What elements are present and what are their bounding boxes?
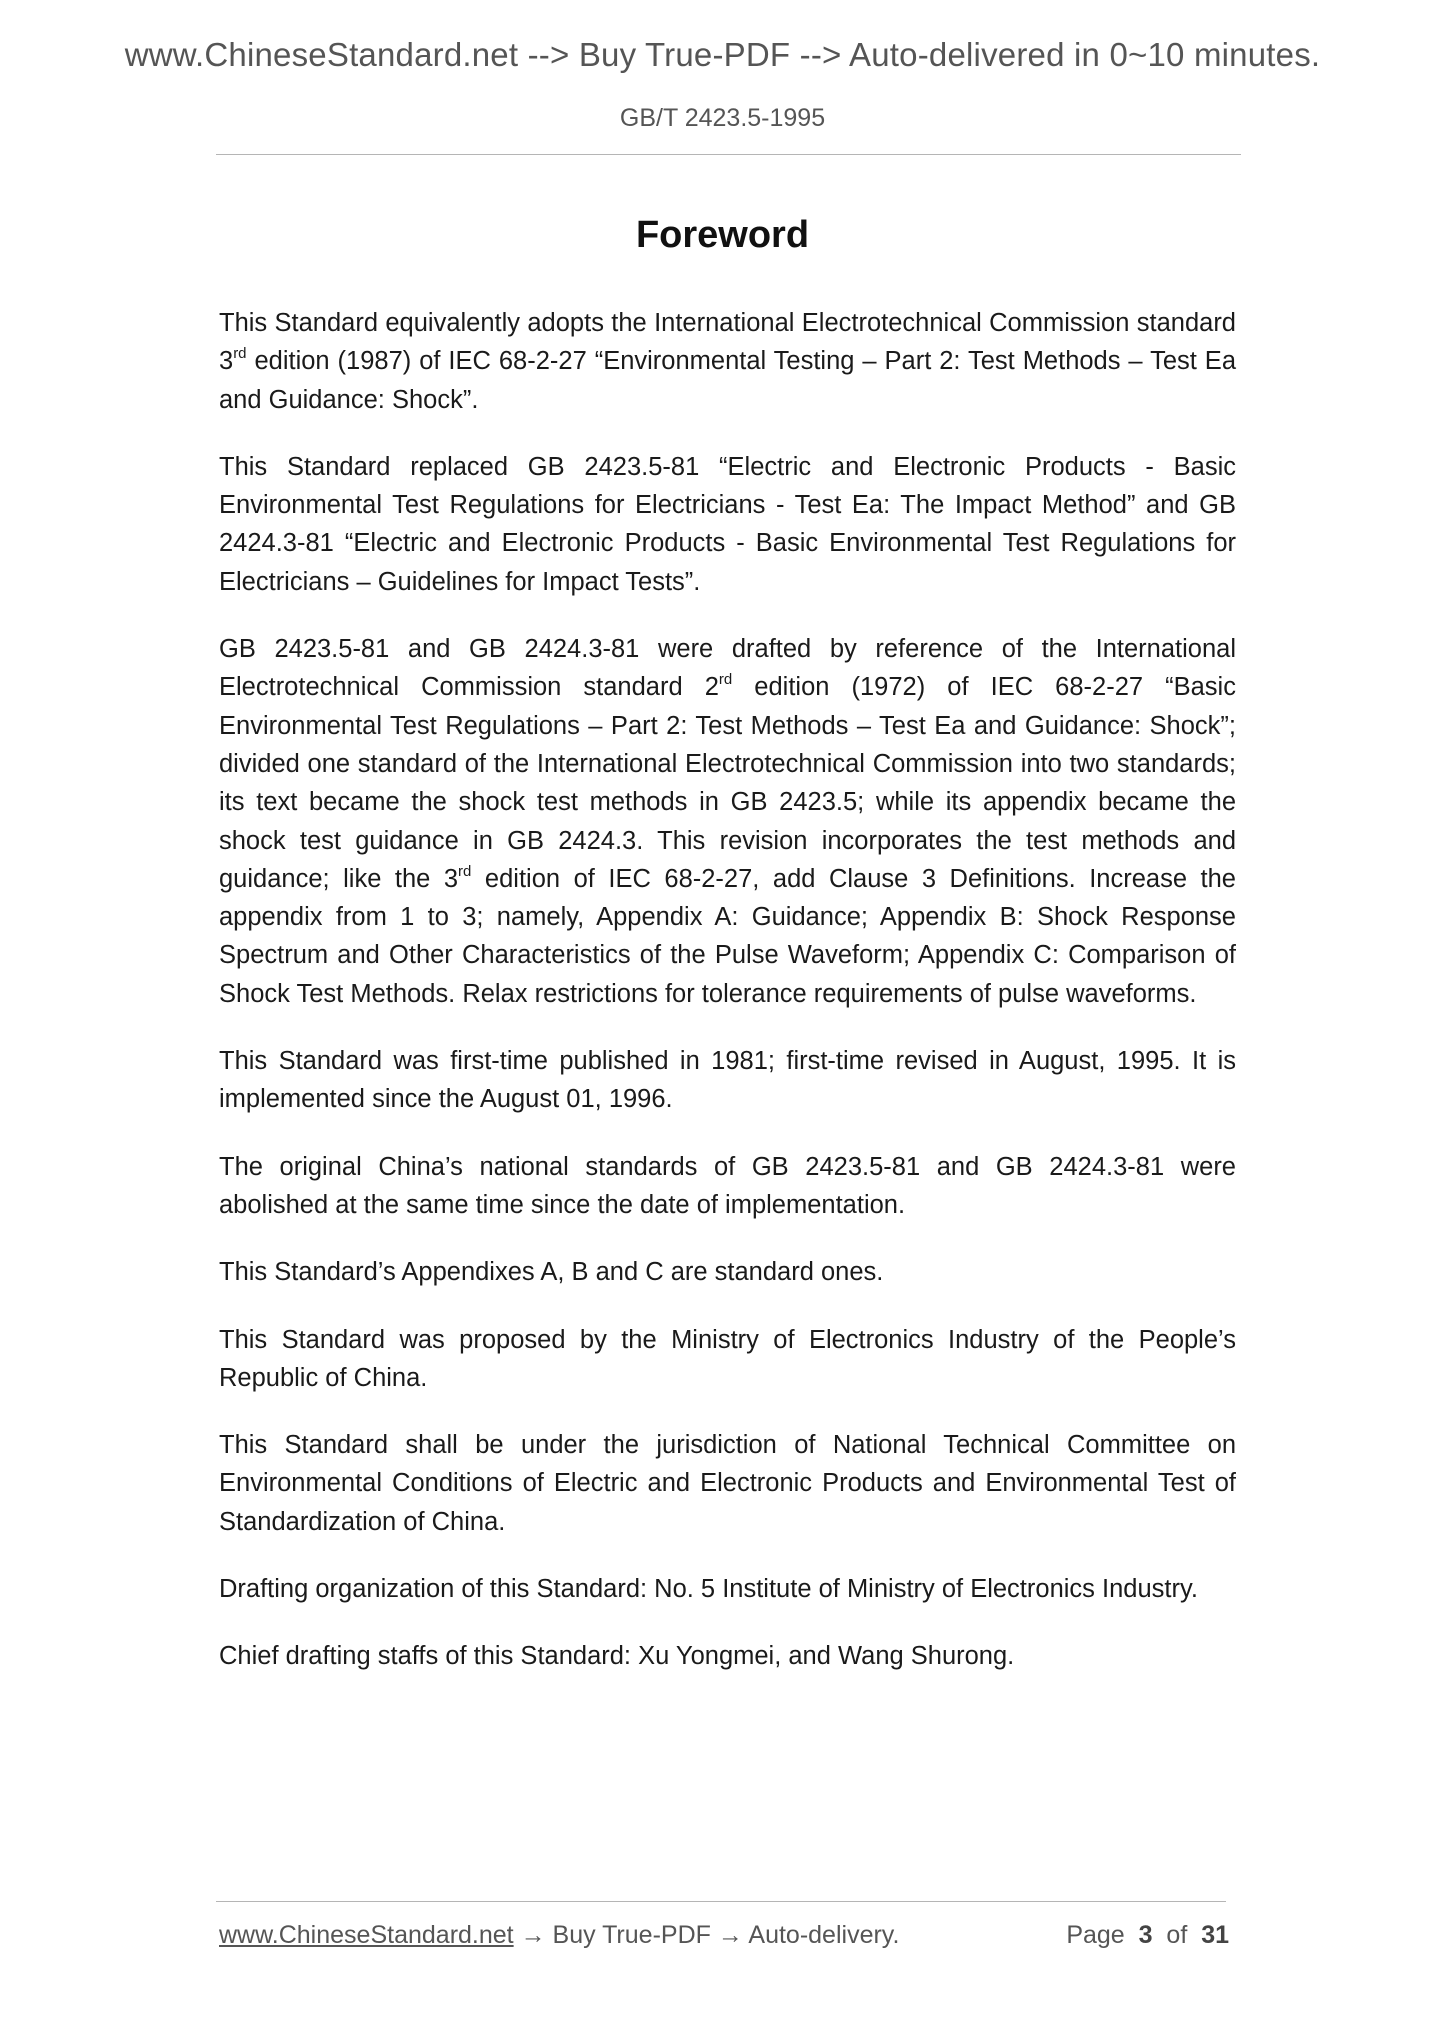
total-pages: 31 (1201, 1921, 1229, 1949)
page-title: Foreword (635, 214, 810, 256)
paragraph-proposed-by: This Standard was proposed by the Ministry of Electronics Industry of the People’s Republic of China. (219, 1325, 1236, 1392)
foreword-body (219, 304, 1236, 1705)
paragraph-adoption: This Standard equivalently adopts the International Electrotechnical Commission standard 3rd edition (1987) of IEC 68-2-27 “Environmental Testing – Part 2: Test Methods – Test Ea and Guidance: Shock”. (219, 309, 1236, 414)
paragraph-abolished: The original China’s national standards of GB 2423.5-81 and GB 2424.3-81 were abolished at the same time since the date of implementation. (219, 1152, 1236, 1219)
paragraph-appendixes: This Standard’s Appendixes A, B and C are standard ones. (219, 1258, 884, 1287)
superscript-ordinal: rd (718, 671, 733, 689)
top-banner: www.ChineseStandard.net --> Buy True-PDF --> Auto-delivered in 0~10 minutes. (124, 36, 1321, 73)
paragraph-jurisdiction: This Standard shall be under the jurisdiction of National Technical Committee on Environmental Conditions of Electric and Electronic Products and Environmental Test of Standardization of China. (219, 1431, 1236, 1536)
header-divider (216, 154, 1241, 155)
standard-code: GB/T 2423.5-1995 (619, 104, 826, 132)
current-page-number: 3 (1138, 1921, 1153, 1949)
paragraph-drafting-organization: Drafting organization of this Standard: No. 5 Institute of Ministry of Electronics Industry. (219, 1575, 1198, 1604)
footer-promo (219, 1921, 899, 1950)
superscript-ordinal: rd (458, 862, 472, 880)
footer-tagline: → Buy True-PDF → Auto-delivery. (513, 1921, 900, 1949)
paragraph-history: GB 2423.5-81 and GB 2424.3-81 were drafted by reference of the International Electrotechnical Commission standard 2rd edition (1972) of IEC 68-2-27 “Basic Environmental Test Regulations – Part 2: Test Methods – Test Ea and Guidance: Shock”; divided one standard of the International Electrotechnical Commission into two standards; its text became the shock test methods in GB 2423.5; while its appendix became the shock test guidance in GB 2424.3. This revision incorporates the test methods and guidance; like the 3rd edition of IEC 68-2-27, add Clause 3 Definitions. Increase the appendix from 1 to 3; namely, Appendix A: Guidance; Appendix B: Shock Response Spectrum and Other Characteristics of the Pulse Waveform; Appendix C: Comparison of Shock Test Methods. Relax restrictions for tolerance requirements of pulse waveforms. (219, 635, 1236, 1008)
page-indicator: Page 3 of 31 (1066, 1921, 1229, 1949)
paragraph-replacement: This Standard replaced GB 2423.5-81 “Electric and Electronic Products - Basic Environmental Test Regulations for Electricians - Test Ea: The Impact Method” and GB 2424.3-81 “Electric and Electronic Products - Basic Environmental Test Regulations for Electricians – Guidelines for Impact Tests”. (219, 452, 1236, 596)
superscript-ordinal: rd (233, 345, 247, 363)
paragraph-publication: This Standard was first-time published in 1981; first-time revised in August, 1995. It is implemented since the August 01, 1996. (219, 1047, 1236, 1114)
footer-site-link[interactable]: www.ChineseStandard.net (219, 1921, 514, 1949)
footer-divider (216, 1901, 1226, 1902)
paragraph-drafting-staff: Chief drafting staffs of this Standard: Xu Yongmei, and Wang Shurong. (219, 1642, 1015, 1671)
